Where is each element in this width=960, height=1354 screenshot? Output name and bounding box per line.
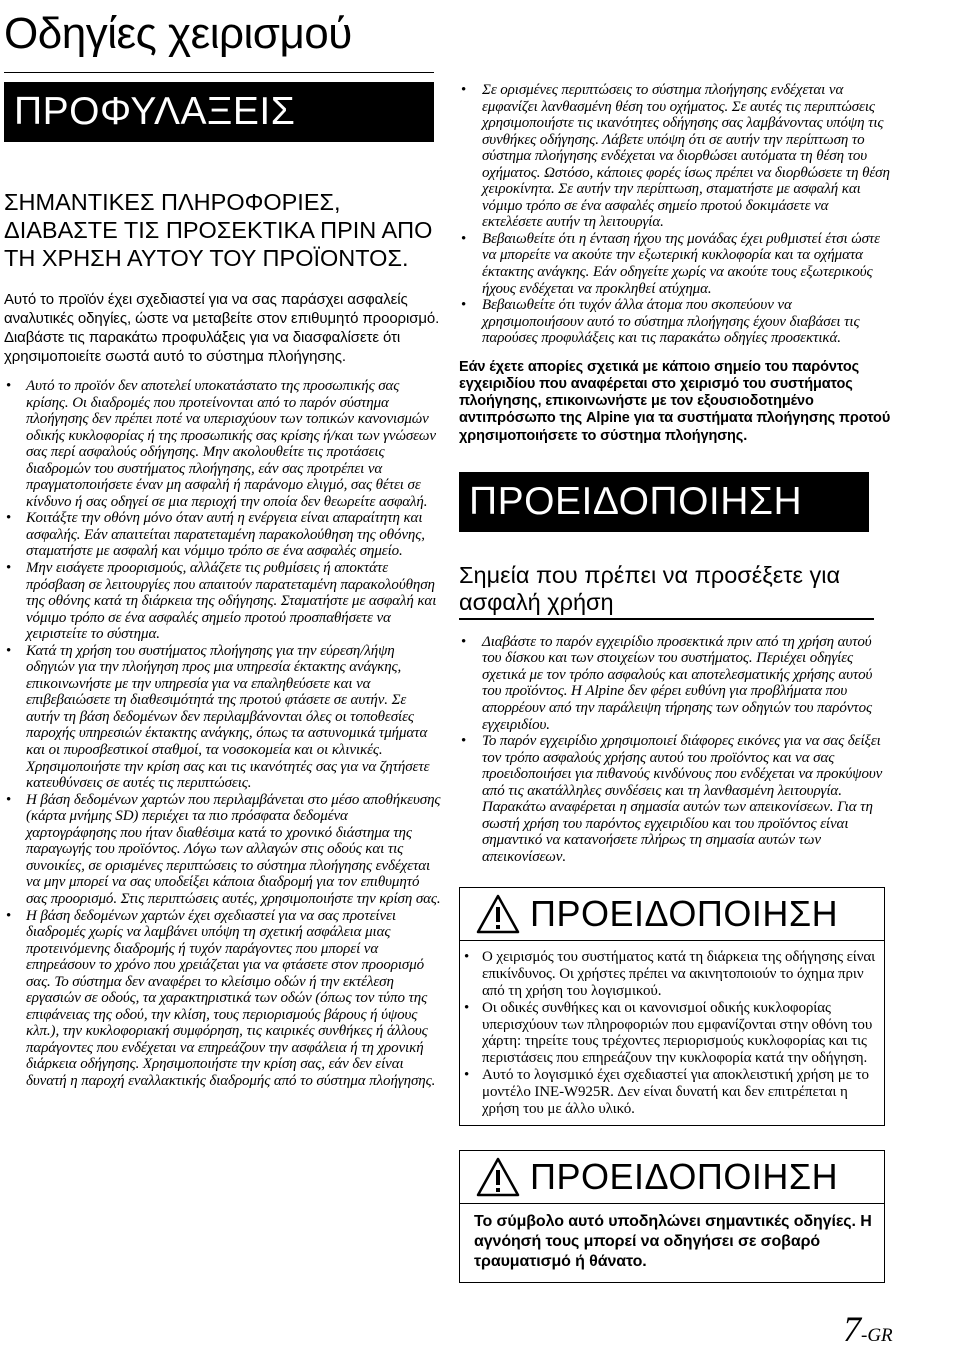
list-item: • Κοιτάξτε την οθόνη μόνο όταν αυτή η ενέργεια είναι απαραίτητη και ασφαλής. Εάν απαιτείται παρατεταμένη παρακολούθηση της οθόνης, σταματήστε με ασφαλή και νόμιμο τρόπο σε ένα ασφαλές σημείο. — [4, 510, 441, 560]
page-number-value: 7 — [843, 1309, 861, 1349]
dealer-contact-notice: Εάν έχετε απορίες σχετικά με κάποιο σημείο του παρόντος εγχειριδίου που αναφέρεται στο χειρισμό του συστήματος πλοήγησης, επικοινωνήστε με τον εξουσιοδοτημένο αντιπρόσωπο της Alpine για τα συστήματα πλοήγησης προτού χρησιμοποιήσετε το σύστημα πλοήγησης. — [459, 358, 891, 444]
list-item: • Σε ορισμένες περιπτώσεις το σύστημα πλοήγησης ενδέχεται να εμφανίζει λανθασμένη θέση του οχήματος. Σε αυτές τις περιπτώσεις χρησιμοποιήστε τις ικανότητες οδήγησης σας λαμβάνοντας υπόψη τις συνθήκες οδήγησης. Λάβετε υπόψη ότι σε αυτήν την περίπτωση το σύστημα πλοήγησης ενδέχεται να διορθώσει αυτόματα τη θέση του οχήματος. Ωστόσο, κάποιες φορές ίσως πρέπει να διορθώσετε τη θέση χειροκίνητα. Σε αυτήν την περίπτωση, σταματήστε με ασφαλή και νόμιμο τρόπο σε ένα ασφαλές σημείο προτού δοκιμάσετε να εκτελέσετε αυτήν τη λειτουργία. — [459, 82, 891, 231]
precautions-banner: ΠΡΟΦΥΛΑΞΕΙΣ — [4, 82, 434, 142]
safe-use-heading: Σημεία που πρέπει να προσέξετε για ασφαλή χρήση — [459, 562, 874, 620]
warning-box-header — [460, 888, 884, 941]
warning-banner: ΠΡΟΕΙΔΟΠΟΙΗΣΗ — [459, 472, 869, 532]
page-title: Οδηγίες χειρισμού — [4, 9, 352, 58]
warning-triangle-icon — [476, 1157, 520, 1197]
list-item: • Διαβάστε το παρόν εγχειρίδιο προσεκτικά πριν από τη χρήση αυτού του δίσκου και των στοιχείων του συστήματος. Περιέχει οδηγίες σχετικά με τον τρόπο ασφαλούς και αποτελεσματικής χρήσης αυτού του προϊόντος. Η Alpine δεν φέρει ευθύνη για προβλήματα που απορρέουν από την παράλειψη τήρησης των οδηγιών του παρόντος εγχειριδίου. — [459, 634, 891, 733]
list-item: • Βεβαιωθείτε ότι τυχόν άλλα άτομα που σκοπεύουν να χρησιμοποιήσουν αυτό το σύστημα πλοήγησης έχουν διαβάσει τις παρούσες προφυλάξεις και τις παρακάτω οδηγίες προσεκτικά. — [459, 297, 891, 347]
safe-use-list — [459, 634, 891, 866]
caution-box-header — [460, 1151, 884, 1204]
warning-box-body — [460, 941, 884, 1125]
list-item: • Αυτό το προϊόν δεν αποτελεί υποκατάστατο της προσωπικής σας κρίσης. Οι διαδρομές που προτείνονται από το παρόν σύστημα πλοήγησης δεν πρέπει ποτέ να υπερισχύουν των τοπικών κανονισμών οδικής κυκλοφορίας ή της προσωπικής σας κρίσης ή/και των γνώσεων σας περί ασφαλούς οδήγησης. Μην ακολουθείτε τις προτάσεις διαδρομών του συστήματος πλοήγησης, εάν σας προτρέπει να πραγματοποιήσετε έναν μη ασφαλή ή παράνομο ελιγμό, σας θέτει σε κίνδυνο ή σας οδηγεί σε μια περιοχή την οποία δεν θεωρείτε ασφαλή. — [4, 378, 441, 510]
title-rule — [4, 72, 434, 73]
precautions-list-continued — [459, 82, 891, 347]
precautions-list — [4, 378, 441, 1090]
list-item: • Η βάση δεδομένων χαρτών που περιλαμβάνεται στο μέσο αποθήκευσης (κάρτα μνήμης SD) περιέχει τα πιο πρόσφατα δεδομένα χαρτογράφησης που ήταν διαθέσιμα κατά το χρονικό διάστημα της παραγωγής του προϊόντος. Λόγω των αλλαγών στις οδούς και τις συνοικίες, σε ορισμένες περιπτώσεις το σύστημα πλοήγησης ενδέχεται να μην μπορεί να σας υποδείξει κάποια διαδρομή για τον επιθυμητό σας προορισμό. Στις περιπτώσεις αυτές, χρησιμοποιήστε την κρίση σας. — [4, 792, 441, 908]
intro-paragraph: Αυτό το προϊόν έχει σχεδιαστεί για να σας παράσχει ασφαλείς αναλυτικές οδηγίες, ώστε να μεταβείτε στον επιθυμητό προορισμό. Διαβάστε τις παρακάτω προφυλάξεις για να διασφαλίσετε ότι χρησιμοποιείτε σωστά αυτό το σύστημα πλοήγησης. — [4, 291, 440, 365]
list-item: • Η βάση δεδομένων χαρτών έχει σχεδιαστεί για να σας προτείνει διαδρομές χωρίς να λαμβάνει υπόψη τη σχετική ασφάλεια μιας προτεινόμενης διαδρομής ή τυχόν παράγοντες που μπορεί να επηρεάσουν το χρόνο που χρειάζεται για να φτάσετε στον προορισμό σας. Το σύστημα δεν αναφέρει το κλείσιμο οδών ή την εκτέλεση εργασιών σε οδούς, τα χαρακτηριστικά των οδών (όπως τον τύπο της επιφάνειας της οδού, την κλίση, τους περιορισμούς βάρους ή ύψους κλπ.), την κυκλοφοριακή συμφόρηση, τις καιρικές συνθήκες ή άλλους παράγοντες που ενδέχεται να επηρεάζουν την ασφάλεια ή τη χρονική διάρκεια οδήγησης. Χρησιμοποιήστε την κρίση σας, εάν δεν είναι δυνατή η παροχή εναλλακτικής διαδρομής από το σύστημα πλοήγησης. — [4, 908, 441, 1090]
important-information-heading: ΣΗΜΑΝΤΙΚΕΣ ΠΛΗΡΟΦΟΡΙΕΣ, ΔΙΑΒΑΣΤΕ ΤΙΣ ΠΡΟΣΕΚΤΙΚΑ ΠΡΙΝ ΑΠΟ ΤΗ ΧΡΗΣΗ ΑΥΤΟΥ ΤΟΥ ΠΡΟΪΟΝΤΟΣ. — [4, 189, 433, 271]
page-number — [843, 1311, 893, 1354]
list-item: • Κατά τη χρήση του συστήματος πλοήγησης για την εύρεση/λήψη οδηγιών για την πλοήγηση προς μια υπηρεσία έκτακτης ανάγκης, επικοινωνήστε με την υπηρεσία για να επαληθεύσετε και να επιβεβαιώσετε τη διαθεσιμότητά της προτού φτάσετε σε αυτήν. Σε αυτήν τη βάση δεδομένων δεν περιλαμβάνονται όλες οι τοποθεσίες παροχής υπηρεσιών έκτακτης ανάγκης, όπως τα αστυνομικά τμήματα και οι πυροσβεστικοί σταθμοί, τα νοσοκομεία και οι κλινικές. Χρησιμοποιήστε την κρίση σας και τις ικανότητές σας για να ζητήσετε κατευθύνσεις σε αυτές τις περιπτώσεις. — [4, 643, 441, 792]
list-item: • Το παρόν εγχειρίδιο χρησιμοποιεί διάφορες εικόνες για να σας δείξει τον τρόπο ασφαλούς χρήσης αυτού του προϊόντος και να σας προειδοποιήσει για πιθανούς κινδύνους που ενδέχεται να προκύψουν από τις ακατάλληλες συνδέσεις και τη λανθασμένη λειτουργία. Παρακάτω αναφέρεται η σημασία αυτών των απεικονίσεων. Για τη σωστή χρήση του παρόντος εγχειριδίου και του προϊόντος είναι σημαντικό να κατανοήσετε πλήρως τη σημασία αυτών των απεικονίσεων. — [459, 733, 891, 865]
warning-box — [459, 887, 885, 1126]
caution-box-text: Το σύμβολο αυτό υποδηλώνει σημαντικές οδηγίες. Η αγνόησή τους μπορεί να οδηγήσει σε σοβαρό τραυματισμό ή θάνατο. — [474, 1213, 872, 1271]
warning-list — [460, 949, 878, 1117]
list-item: • Αυτό το λογισμικό έχει σχεδιαστεί για αποκλειστική χρήση με το μοντέλο INE-W925R. Δεν είναι δυνατή και δεν επιτρέπεται η χρήση του με άλλο υλικό. — [460, 1067, 878, 1117]
right-column — [459, 82, 891, 1283]
left-column — [4, 82, 441, 1090]
caution-box — [459, 1150, 885, 1283]
page-number-suffix: -GR — [861, 1325, 893, 1346]
list-item: • Ο χειρισμός του συστήματος κατά τη διάρκεια της οδήγησης είναι επικίνδυνος. Οι χρήστες πρέπει να ακινητοποιούν το όχημα πριν από τη χρήση του λογισμικού. — [460, 949, 878, 999]
warning-triangle-icon — [476, 894, 520, 934]
list-item: • Μην εισάγετε προορισμούς, αλλάζετε τις ρυθμίσεις ή αποκτάτε πρόσβαση σε λειτουργίες που απαιτούν παρατεταμένη παρακολούθηση της οθόνης κατά τη διάρκεια της οδήγησης. Σταματήστε με ασφαλή και νόμιμο τρόπο σε ένα ασφαλές σημείο προτού προσπαθήσετε να χειριστείτε το σύστημα. — [4, 560, 441, 643]
list-item: • Βεβαιωθείτε ότι η ένταση ήχου της μονάδας έχει ρυθμιστεί έτσι ώστε να μπορείτε να ακούτε την εξωτερική κυκλοφορία και τα οχήματα έκτακτης ανάγκης. Εάν οδηγείτε χωρίς να ακούτε τους εξωτερικούς ήχους ενδέχεται να προκληθεί ατύχημα. — [459, 231, 891, 297]
list-item: • Οι οδικές συνθήκες και οι κανονισμοί οδικής κυκλοφορίας υπερισχύουν των πληροφοριών που εμφανίζονται στην οθόνη του χάρτη: τηρείτε τους τρέχοντες περιορισμούς κυκλοφορίας και τις περιστάσεις που επηρεάζουν την κυκλοφορία κατά την οδήγηση. — [460, 1000, 878, 1067]
warning-box-title: ΠΡΟΕΙΔΟΠΟΙΗΣΗ — [530, 893, 839, 935]
caution-box-title: ΠΡΟΕΙΔΟΠΟΙΗΣΗ — [530, 1156, 839, 1198]
